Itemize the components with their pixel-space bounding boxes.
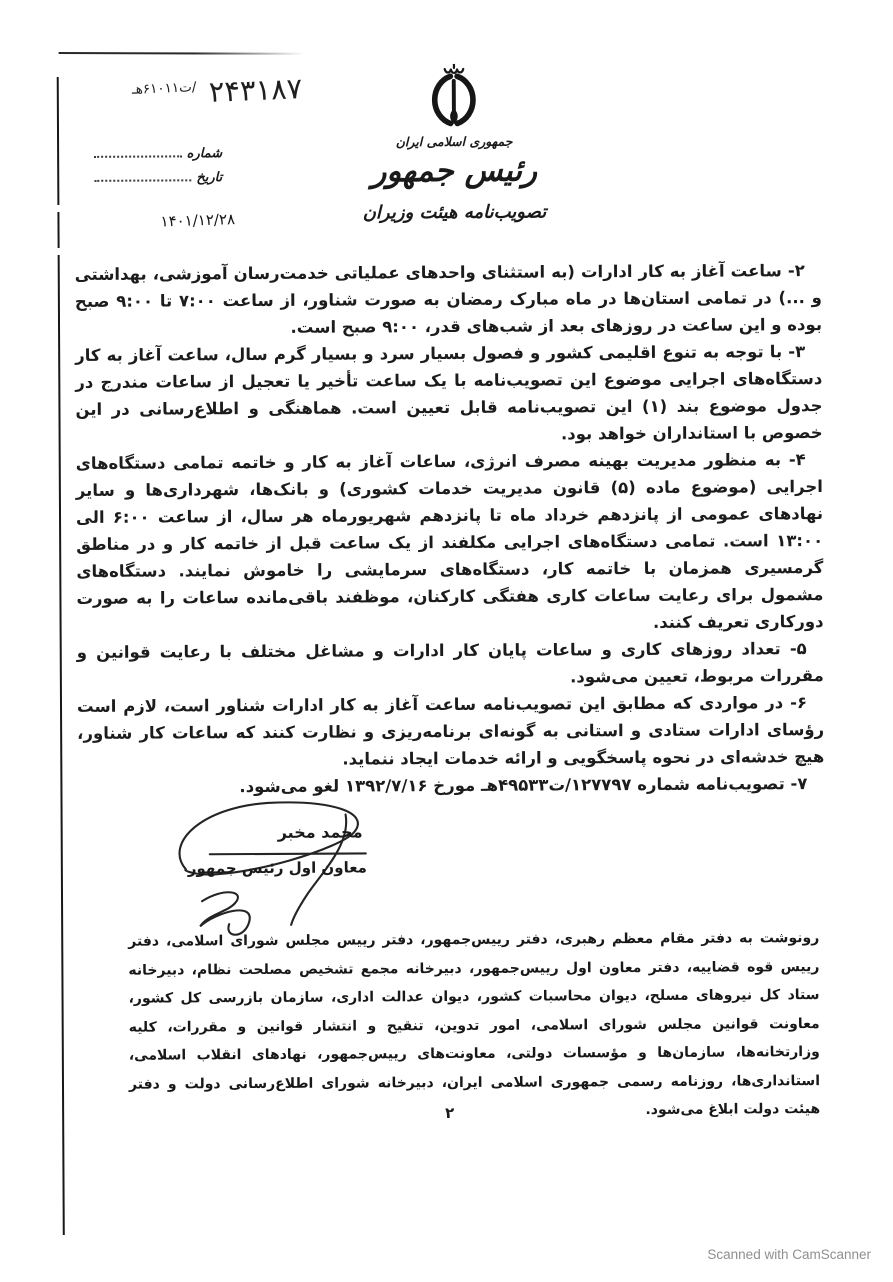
page-number: ۲ xyxy=(445,1103,455,1123)
registration-suffix: /ت۶۱۰۱۱هـ xyxy=(131,79,197,98)
iran-emblem-icon xyxy=(425,64,483,128)
number-label: شماره xyxy=(186,146,223,162)
scan-edge-line xyxy=(58,255,66,1235)
paragraph-2: ۲- ساعت آغاز به کار ادارات (به استثنای واحدهای عملیاتی خدمت‌رسان آموزشی، بهداشتی و ...) در تمامی استان‌ها در ماه مبارک رمضان به صورت شناور، از ساعت ۷:۰۰ تا ۹:۰۰ صبح بوده و این ساعت در روزهای بعد از شب‌های قدر، ۹:۰۰ صبح است. xyxy=(74,261,823,337)
stamp-fields xyxy=(94,137,222,186)
paragraph-6: ۶- در مواردی که مطابق این تصویب‌نامه ساعت آغاز به کار ادارات شناور است، لازم است رؤسای ادارات ستادی و استانی به گونه‌ای برنامه‌ریزی و نظارت کنند که ساعات کار شناور، هیچ خدشه‌ای در نحوه پاسخگویی و ارائه خدمات ایجاد ننماید. xyxy=(76,693,825,769)
decree-body xyxy=(75,257,825,801)
scan-edge-line xyxy=(57,77,60,205)
registration-stamp xyxy=(62,71,303,231)
handwritten-date: ۱۴۰۱/۱۲/۲۸ xyxy=(160,210,236,231)
number-field-row xyxy=(94,137,222,162)
scan-edge-line xyxy=(59,52,305,55)
paragraph-7: ۷- تصویب‌نامه شماره ۱۲۷۷۹۷/ت۴۹۵۳۳هـ مورخ ۱۳۹۲/۷/۱۶ لغو می‌شود. xyxy=(239,774,808,797)
paragraph-5: ۵- تعداد روزهای کاری و ساعات پایان کار ادارات و مشاغل مختلف با رعایت قوانین و مقررات مربوط، تعیین می‌شود. xyxy=(76,639,824,687)
signer-name: محمد مخبر xyxy=(277,822,363,842)
date-label: تاریخ xyxy=(196,170,223,186)
signer-title: معاون اول رئیس جمهور xyxy=(187,858,367,878)
office-title-calligraphy: رئیس جمهور xyxy=(371,152,538,190)
camscanner-watermark: Scanned with CamScanner xyxy=(707,1247,871,1262)
letterhead xyxy=(338,63,571,223)
country-name: جمهوری اسلامی ایران xyxy=(395,133,513,150)
registration-number: ۲۴۳۱۸۷ xyxy=(207,71,303,109)
number-dotted-line xyxy=(94,155,182,157)
date-field-row xyxy=(94,161,222,186)
distribution-list: رونوشت به دفتر مقام معظم رهبری، دفتر رییس‌جمهور، دفتر رییس مجلس شورای اسلامی، دفتر رییس قوه قضاییه، دفتر معاون اول رییس‌جمهور، دبیرخانه مجمع تشخیص مصلحت نظام، دبیرخانه ستاد کل نیروهای مسلح، دیوان محاسبات کشور، دیوان عدالت اداری، سازمان بازرسی کل کشور، معاونت قوانین مجلس شورای اسلامی، امور تدوین، تنقیح و انتشار قوانین و مقررات، کلیه وزارتخانه‌ها، سازمان‌ها و مؤسسات دولتی، معاونت‌های رییس‌جمهور، نهادهای انقلاب اسلامی، استانداری‌ها، روزنامه رسمی جمهوری اسلامی ایران، دبیرخانه شورای اطلاع‌رسانی دولت و دفتر هیئت دولت ابلاغ می‌شود. xyxy=(128,930,821,1118)
date-dotted-line xyxy=(94,179,191,182)
scan-edge-line xyxy=(57,212,60,248)
paragraph-3: ۳- با توجه به تنوع اقلیمی کشور و فصول بسیار سرد و بسیار گرم سال، ساعت آغاز به کار دستگاه‌های اجرایی موضوع این تصویب‌نامه با یک ساعت تأخیر یا تعجیل از ساعات مندرج در جدول موضوع بند (۱) این تصویب‌نامه قابل تعیین است. هماهنگی و اطلاع‌رسانی در این خصوص با استانداران خواهد بود. xyxy=(75,342,823,444)
signature-block xyxy=(149,796,440,948)
document-type-calligraphy: تصویب‌نامه هیئت وزیران xyxy=(362,201,547,224)
registration-number-row xyxy=(62,73,302,108)
paragraph-4: ۴- به منظور مدیریت بهینه مصرف انرژی، ساعات آغاز به کار و خاتمه تمامی دستگاه‌های اجرایی (موضوع ماده (۵) قانون مدیریت خدمات کشوری) و بانک‌ها، شهرداری‌ها و سایر نهادهای عمومی از پانزدهم خرداد ماه تا پانزدهم شهریورماه هر سال، از ساعت ۶:۰۰ الی ۱۳:۰۰ است. تمامی دستگاه‌های اجرایی مکلفند از یک ساعت قبل از خاتمه کار و در مناطق گرمسیری همزمان با خاتمه کار، دستگاه‌های سرمایشی را خاموش نمایند. دستگاه‌های مشمول برای رعایت ساعات کاری هفتگی کارکنان، موظفند باقی‌مانده ساعات را به صورت دورکاری تعریف کنند. xyxy=(75,450,824,632)
